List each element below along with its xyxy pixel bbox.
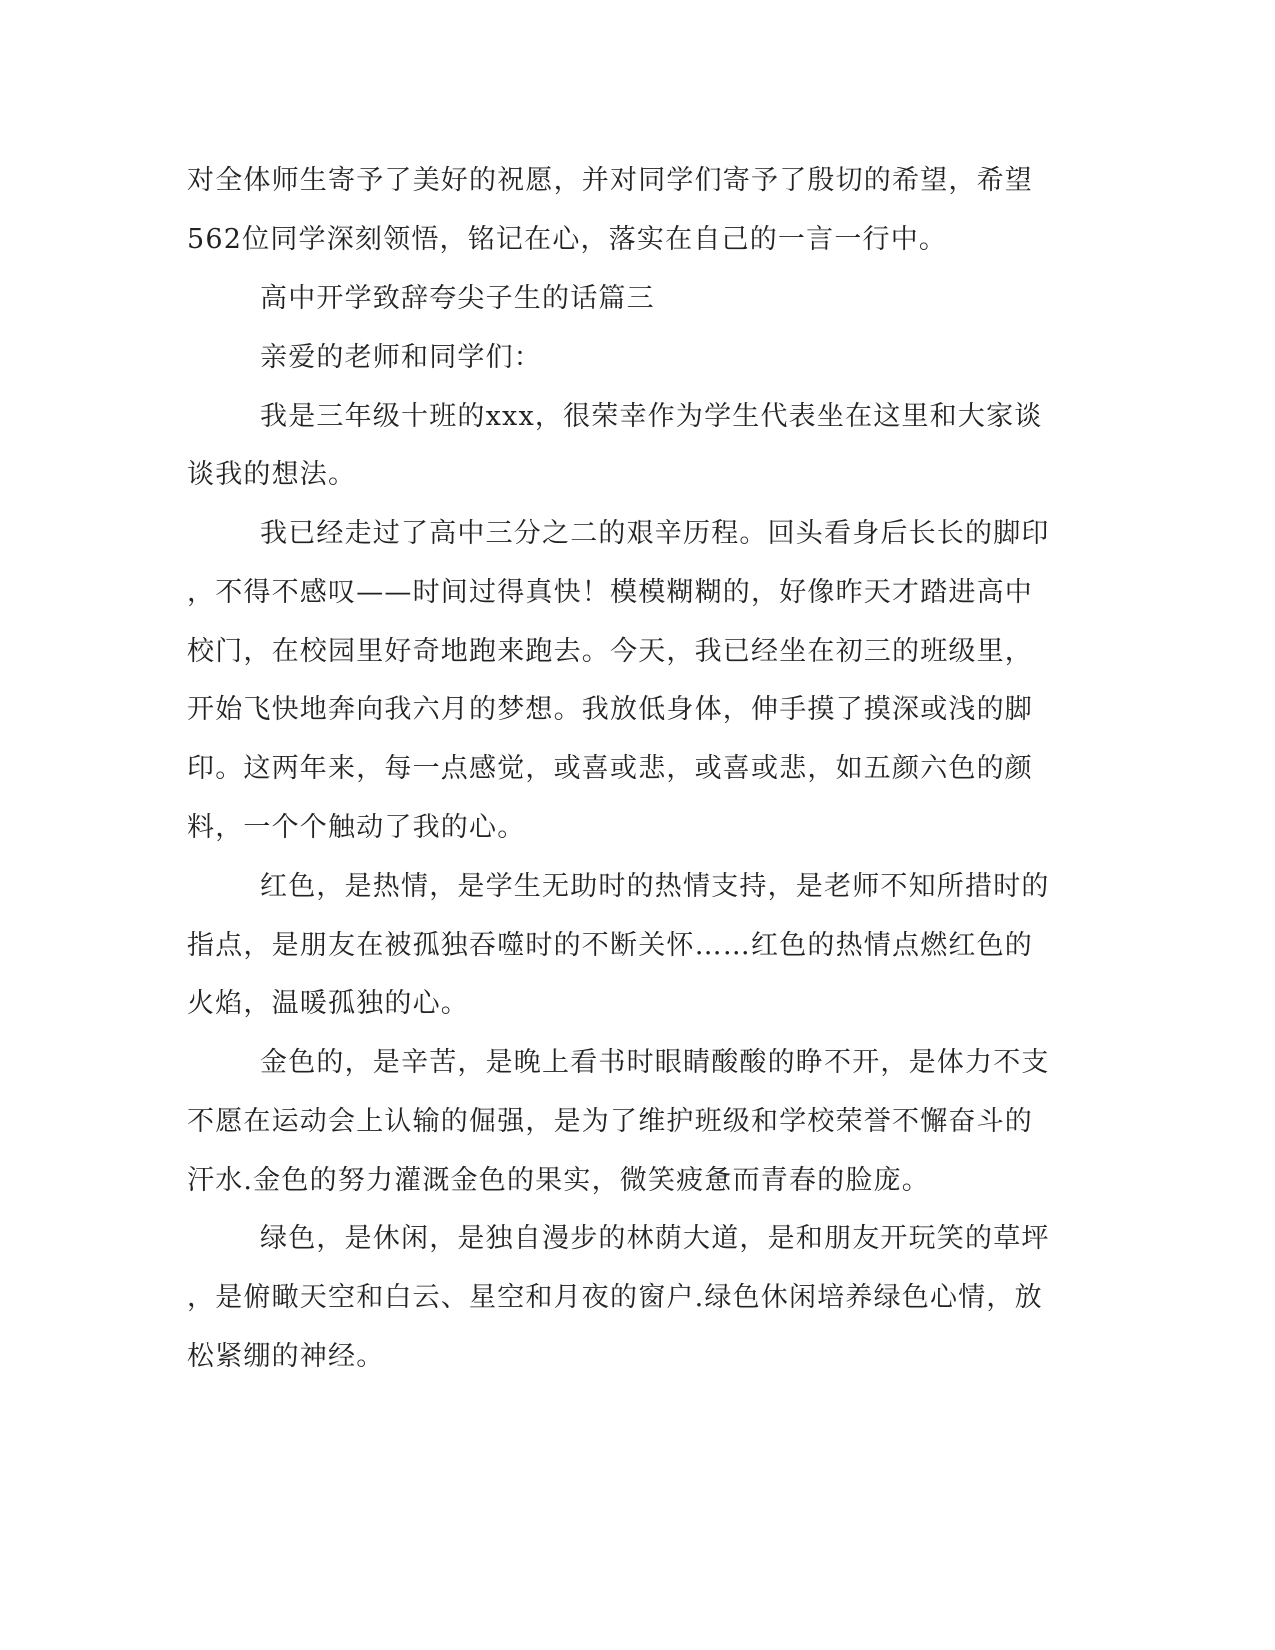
text-line: 我是三年级十班的xxx，很荣幸作为学生代表坐在这里和大家谈 (260, 401, 1043, 432)
text-line: 料，一个个触动了我的心。 (187, 812, 526, 843)
text-line: 指点，是朋友在被孤独吞噬时的不断关怀……红色的热情点燃红色的 (187, 930, 1033, 961)
salutation: 亲爱的老师和同学们： (260, 342, 542, 373)
text-line: 松紧绷的神经。 (187, 1341, 385, 1372)
text-line: 火焰，温暖孤独的心。 (187, 988, 469, 1019)
text-line: 不愿在运动会上认输的倔强，是为了维护班级和学校荣誉不懈奋斗的 (187, 1106, 1033, 1137)
text-line: 红色，是热情，是学生无助时的热情支持，是老师不知所措时的 (260, 871, 1050, 902)
text-line: 校门，在校园里好奇地跑来跑去。今天，我已经坐在初三的班级里， (187, 636, 1033, 667)
text-line: 对全体师生寄予了美好的祝愿，并对同学们寄予了殷切的希望，希望 (187, 165, 1033, 196)
text-line: 谈我的想法。 (187, 459, 357, 490)
text-line: 印。这两年来，每一点感觉，或喜或悲，或喜或悲，如五颜六色的颜 (187, 753, 1033, 784)
text-line: 金色的，是辛苦，是晚上看书时眼睛酸酸的睁不开，是体力不支 (260, 1047, 1050, 1078)
text-line: 绿色，是休闲，是独自漫步的林荫大道，是和朋友开玩笑的草坪 (260, 1223, 1050, 1254)
section-heading: 高中开学致辞夸尖子生的话篇三 (260, 283, 655, 314)
text-line: ，不得不感叹——时间过得真快！模模糊糊的，好像昨天才踏进高中 (187, 577, 1033, 608)
text-line: 开始飞快地奔向我六月的梦想。我放低身体，伸手摸了摸深或浅的脚 (187, 694, 1033, 725)
text-line: 我已经走过了高中三分之二的艰辛历程。回头看身后长长的脚印 (260, 518, 1050, 549)
text-line: 562位同学深刻领悟，铭记在心，落实在自己的一言一行中。 (187, 224, 948, 255)
text-line: ，是俯瞰天空和白云、星空和月夜的窗户.绿色休闲培养绿色心情，放 (187, 1282, 1043, 1313)
text-line: 汗水.金色的努力灌溉金色的果实，微笑疲惫而青春的脸庞。 (187, 1165, 930, 1196)
